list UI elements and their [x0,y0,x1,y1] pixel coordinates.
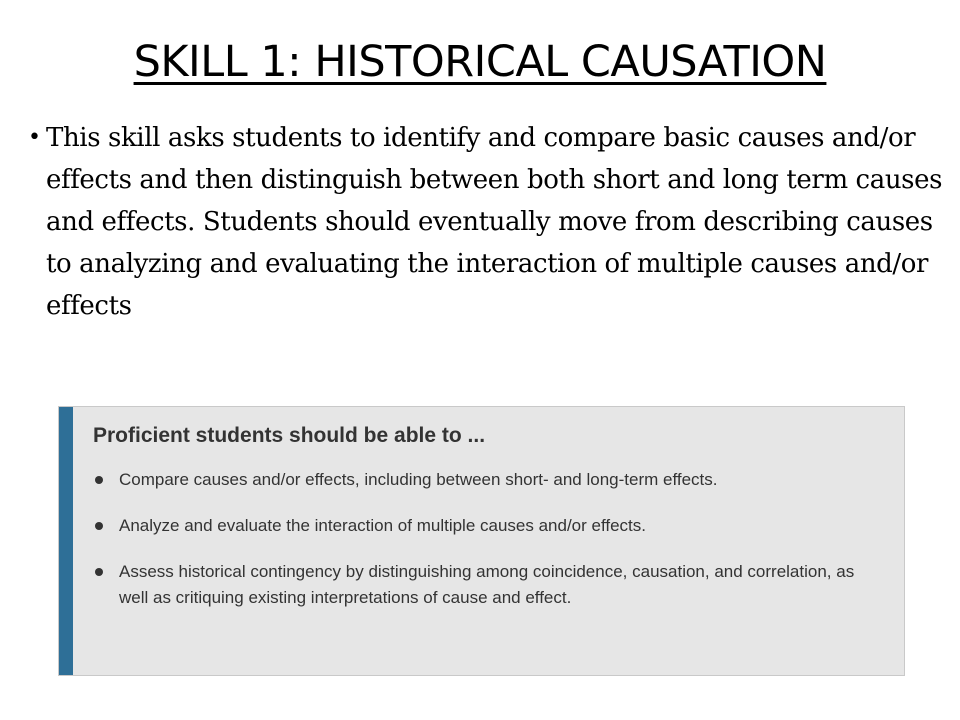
body-bullet-item [30,117,945,327]
panel-list-item [93,559,883,611]
panel-accent-stripe [59,407,73,675]
panel-item-text: Compare causes and/or effects, including between short- and long-term effects. [119,470,718,489]
panel-heading: Proficient students should be able to ... [93,424,486,447]
panel-item-text: Analyze and evaluate the interaction of multiple causes and/or effects. [119,516,647,535]
panel-list-item [93,467,883,493]
proficiency-panel [58,406,905,676]
bullet-icon [95,522,103,530]
body-bullet-list [30,117,945,327]
body-bullet-text: This skill asks students to identify and compare basic causes and/or effects and then distinguish between both short and long term causes and effects. Students should eventually move from describing causes to analyzing and evaluating the interaction of multiple causes and/or effects [46,123,943,321]
slide-title: SKILL 1: HISTORICAL CAUSATION [133,37,827,87]
bullet-icon [95,568,103,576]
bullet-icon [95,476,103,484]
bullet-icon: • [28,125,41,150]
panel-item-text: Assess historical contingency by distinguishing among coincidence, causation, and correlation, as well as critiquing existing interpretations of cause and effect. [119,562,855,607]
panel-list-item [93,513,883,539]
panel-bullet-list [93,467,883,631]
